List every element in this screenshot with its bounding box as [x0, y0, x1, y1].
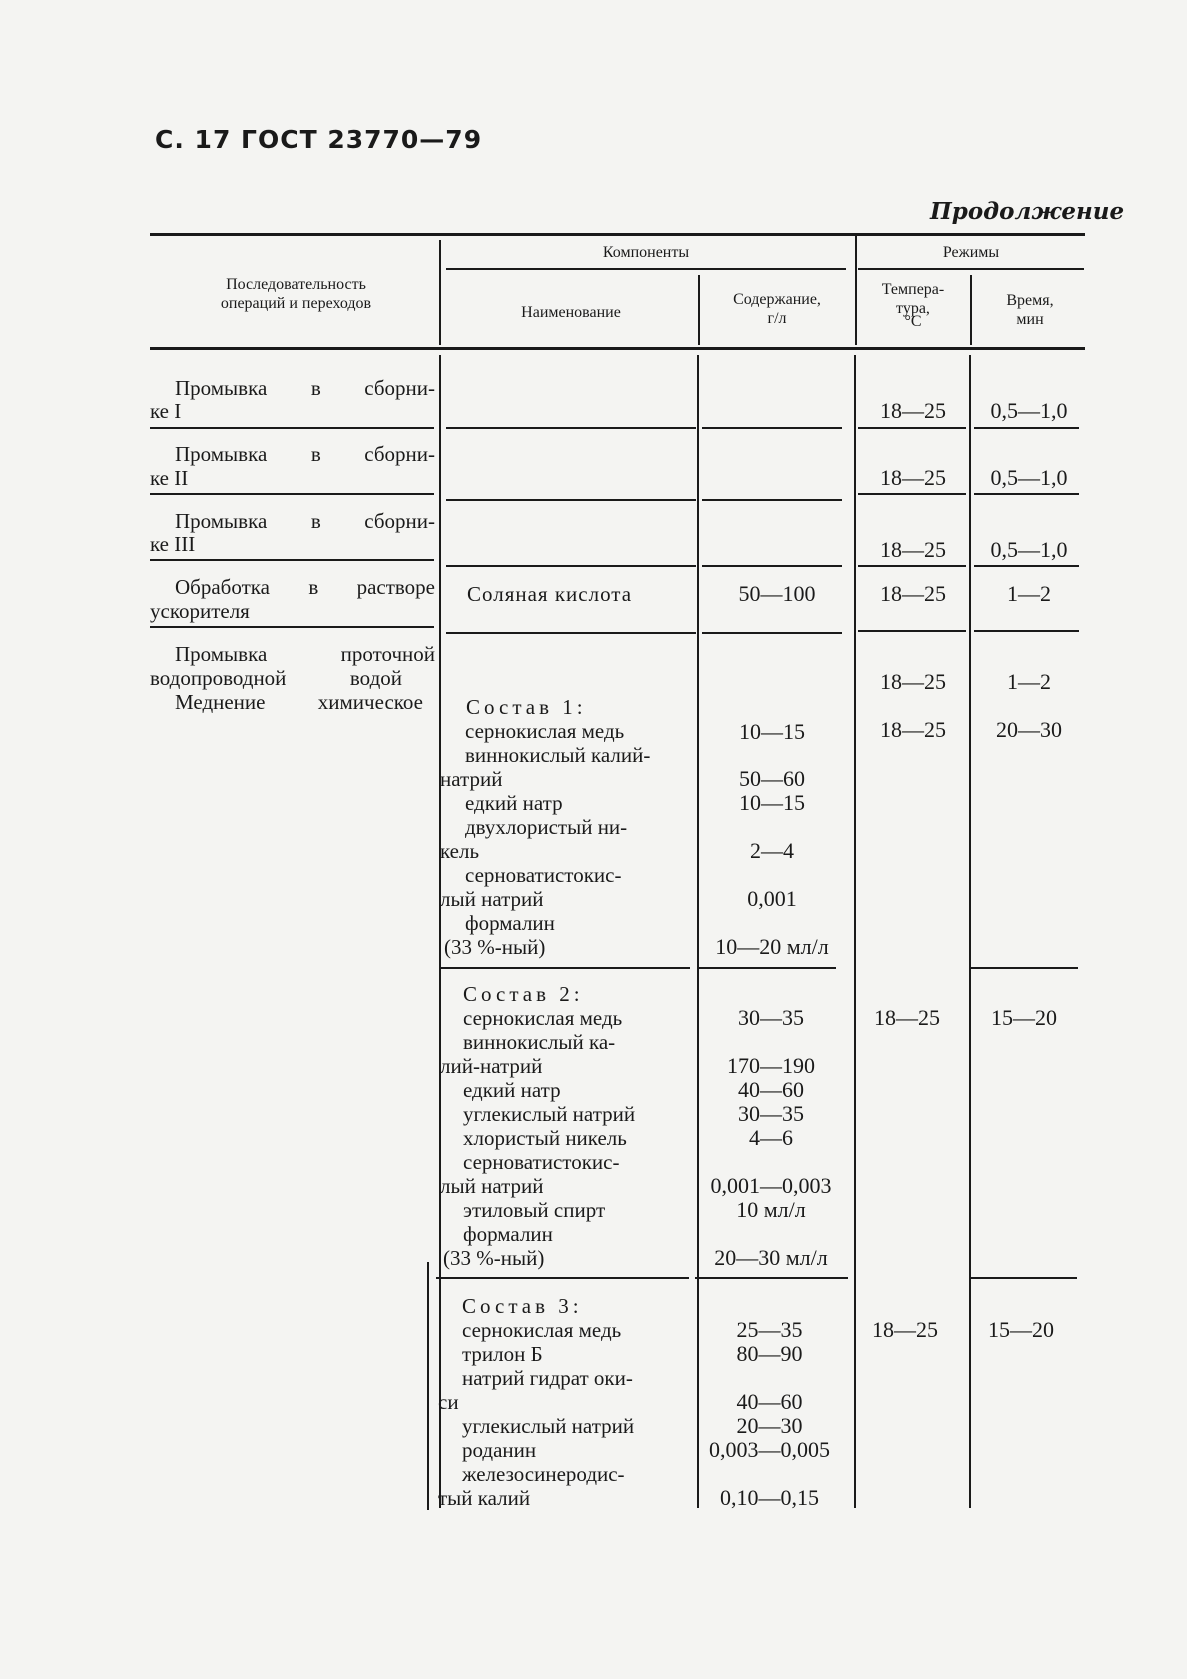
content-value: 0,10—0,15	[720, 1485, 819, 1510]
row-rule	[150, 427, 434, 429]
content-value: 40—60	[738, 1077, 804, 1102]
header-time: Время, мин	[1006, 292, 1054, 328]
content-value: 20—30 мл/л	[714, 1245, 828, 1270]
row-rule	[150, 493, 434, 495]
ingredient: едкий натр	[463, 1078, 561, 1102]
content-value: 30—35	[738, 1005, 804, 1030]
operation-cell: Меднение химическое	[175, 690, 423, 714]
row-rule	[974, 493, 1079, 495]
operation-cell-cont: водопроводной водой	[150, 666, 402, 690]
content-value: 30—35	[738, 1101, 804, 1126]
operation-cell-cont: ке III	[150, 532, 196, 556]
ingredient: железосинеродис-	[462, 1462, 625, 1486]
time-value: 0,5—1,0	[990, 537, 1068, 562]
col-divider	[855, 236, 857, 345]
temperature-value: 18—25	[880, 537, 946, 562]
temperature-value: 18—25	[874, 1005, 940, 1030]
operation-cell: Промывка в сборни-	[175, 376, 435, 400]
operation-cell-cont: ке I	[150, 399, 182, 423]
col-divider	[439, 240, 441, 345]
content-value: 10—15	[739, 719, 805, 744]
ingredient: формалин	[463, 1222, 553, 1246]
time-value: 15—20	[991, 1005, 1057, 1030]
content-value: 0,001—0,003	[710, 1173, 832, 1198]
ingredient: си	[438, 1390, 459, 1414]
col-divider	[427, 1262, 429, 1510]
row-rule	[446, 427, 696, 429]
content-value: 10 мл/л	[736, 1197, 806, 1222]
composition-rule	[436, 1277, 689, 1279]
content-value: 80—90	[736, 1341, 803, 1366]
ingredient: (33 %-ный)	[443, 1246, 545, 1270]
temperature-value: 18—25	[880, 717, 946, 742]
temperature-value: 18—25	[872, 1317, 938, 1342]
ingredient: лий-натрий	[440, 1054, 543, 1078]
row-rule	[858, 493, 966, 495]
page-header: С. 17 ГОСТ 23770—79	[155, 125, 483, 154]
temperature-value: 18—25	[880, 398, 946, 423]
continuation-label: Продолжение	[930, 198, 1125, 225]
time-value: 0,5—1,0	[990, 465, 1068, 490]
composition-title: Состав 3:	[462, 1294, 583, 1318]
content-value: 4—6	[749, 1125, 793, 1150]
row-rule	[446, 565, 696, 567]
operation-cell-cont: ке II	[150, 466, 189, 490]
operation-cell: Промывка в сборни-	[175, 509, 435, 533]
content-value: 25—35	[736, 1317, 803, 1342]
operation-cell: Промывка в сборни-	[175, 442, 435, 466]
ingredient: роданин	[462, 1438, 537, 1462]
col-divider	[698, 275, 700, 345]
ingredient: трилон Б	[462, 1342, 543, 1366]
content-value: 2—4	[750, 838, 794, 863]
ingredient: сернокислая медь	[463, 1006, 623, 1030]
row-rule	[974, 427, 1079, 429]
time-value: 1—2	[1007, 581, 1051, 606]
col-divider	[970, 275, 972, 345]
ingredient: едкий натр	[465, 791, 563, 815]
ingredient: формалин	[465, 911, 555, 935]
header-bottom-rule	[150, 347, 1085, 350]
row-rule	[702, 565, 842, 567]
ingredient: серноватистокис-	[463, 1150, 620, 1174]
composition-rule	[695, 1277, 848, 1279]
composition-rule	[971, 967, 1078, 969]
row-rule	[702, 632, 842, 634]
operation-cell: Обработка в растворе	[175, 575, 435, 599]
time-value: 0,5—1,0	[990, 398, 1068, 423]
content-value: 50—60	[739, 766, 805, 791]
temperature-value: 18—25	[880, 465, 946, 490]
row-rule	[974, 630, 1079, 632]
ingredient: кель	[440, 839, 480, 863]
ingredient: натрий гидрат оки-	[462, 1366, 633, 1390]
composition-title: Состав 2:	[463, 982, 584, 1006]
content-value: 50—100	[738, 581, 816, 606]
row-rule	[446, 632, 696, 634]
time-value: 20—30	[996, 717, 1062, 742]
component-name: Соляная кислота	[467, 582, 633, 606]
time-value: 1—2	[1007, 669, 1051, 694]
ingredient: виннокислый калий-	[465, 743, 651, 767]
modes-rule	[858, 268, 1084, 270]
ingredient: углекислый натрий	[462, 1414, 635, 1438]
header-temperature: Темпера- тура, °С	[881, 281, 945, 330]
row-rule	[702, 427, 842, 429]
content-value: 10—15	[739, 790, 805, 815]
content-value: 0,001	[747, 886, 797, 911]
ingredient: серноватистокис-	[465, 863, 622, 887]
ingredient: хлористый никель	[463, 1126, 627, 1150]
composition-rule	[698, 967, 836, 969]
header-content: Содержание, г/л	[733, 291, 821, 327]
ingredient: этиловый спирт	[463, 1198, 606, 1222]
temperature-value: 18—25	[880, 581, 946, 606]
row-rule	[858, 630, 966, 632]
header-modes: Режимы	[942, 244, 1000, 261]
col-divider	[439, 355, 441, 1508]
row-rule	[150, 559, 434, 561]
ingredient: натрий	[440, 767, 503, 791]
row-rule	[702, 499, 842, 501]
ingredient: лый натрий	[440, 887, 544, 911]
components-rule	[446, 268, 846, 270]
temperature-value: 18—25	[880, 669, 946, 694]
content-value: 20—30	[736, 1413, 803, 1438]
time-value: 15—20	[988, 1317, 1054, 1342]
ingredient: (33 %-ный)	[444, 935, 546, 959]
header-sequence: Последовательность операций и переходов	[220, 276, 372, 312]
header-components: Компоненты	[602, 244, 690, 261]
ingredient: лый натрий	[440, 1174, 544, 1198]
composition-rule	[970, 1277, 1077, 1279]
operation-cell-cont: ускорителя	[150, 599, 250, 623]
ingredient: тый калий	[438, 1486, 531, 1510]
operation-cell: Промывка проточной	[175, 642, 435, 666]
composition-title: Состав 1:	[466, 695, 587, 719]
content-value: 40—60	[736, 1389, 803, 1414]
ingredient: двухлористый ни-	[465, 815, 628, 839]
header-name: Наименование	[521, 304, 621, 321]
table-top-rule	[150, 233, 1085, 236]
row-rule	[446, 499, 696, 501]
ingredient: сернокислая медь	[465, 719, 625, 743]
row-rule	[974, 565, 1079, 567]
content-value: 170—190	[727, 1053, 815, 1078]
content-value: 0,003—0,005	[709, 1437, 830, 1462]
row-rule	[858, 565, 966, 567]
ingredient: сернокислая медь	[462, 1318, 622, 1342]
row-rule	[150, 626, 434, 628]
ingredient: углекислый натрий	[463, 1102, 636, 1126]
composition-rule	[440, 967, 690, 969]
row-rule	[858, 427, 966, 429]
content-value: 10—20 мл/л	[715, 934, 829, 959]
ingredient: виннокислый ка-	[463, 1030, 616, 1054]
